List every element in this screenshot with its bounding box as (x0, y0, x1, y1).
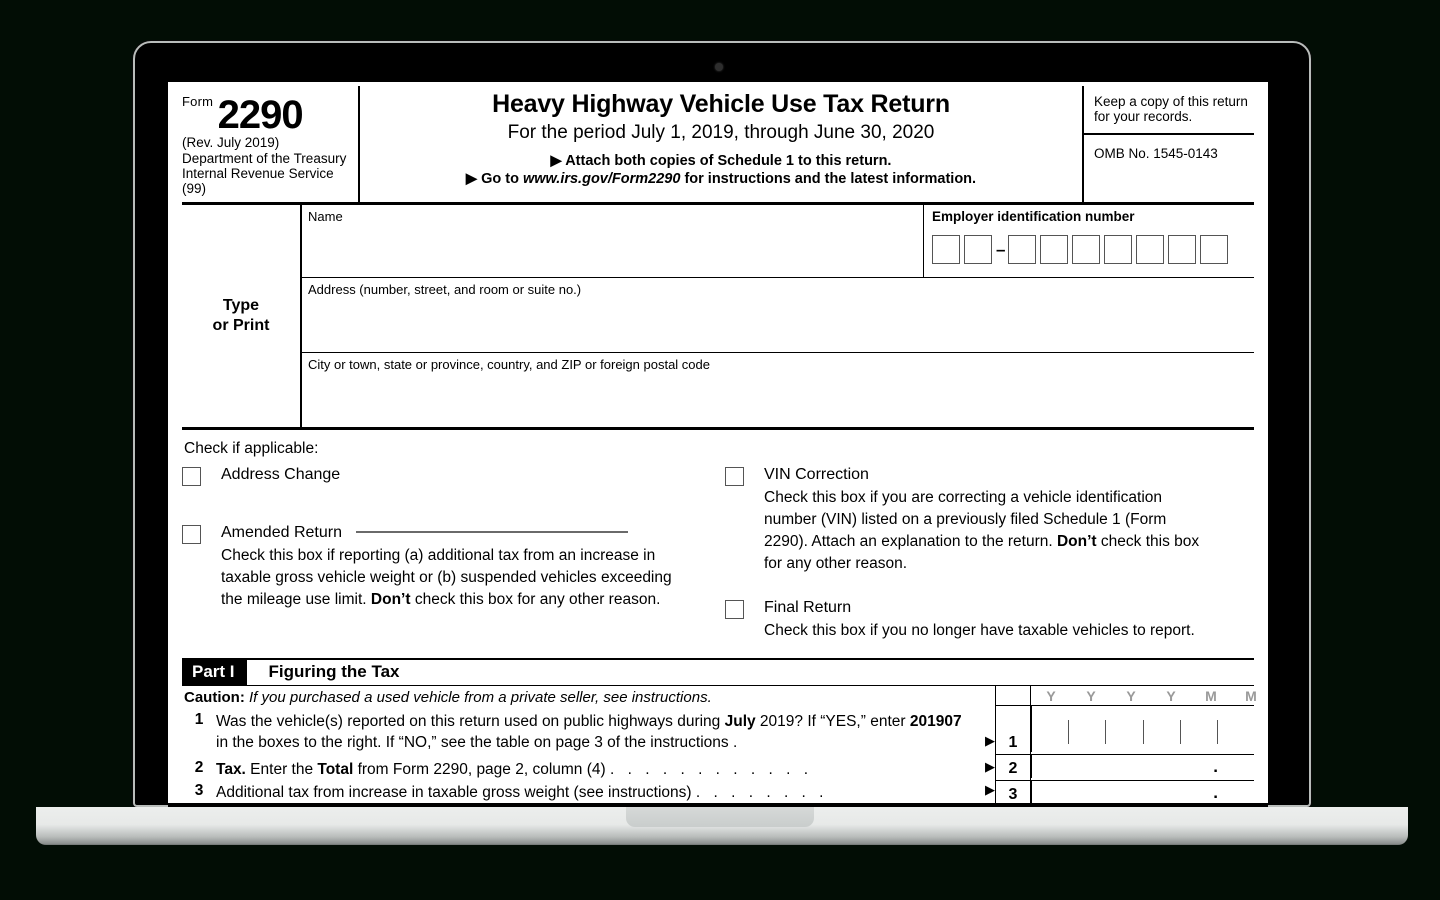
type-or-print-line-1: Type (222, 297, 260, 315)
dept-line-1: Department of the Treasury (182, 151, 347, 166)
taxpayer-info-block (182, 205, 1254, 430)
line-3-number: 3 (194, 781, 204, 799)
ein-box[interactable] (1168, 235, 1196, 264)
checkbox-icon-amended-return[interactable] (182, 525, 201, 544)
line-3-arrow-icon: ▶ (985, 781, 995, 797)
attach-instruction-text: Attach both copies of Schedule 1 to this return. (565, 153, 892, 169)
treasury-department-line (182, 151, 358, 196)
line-1-arrow-icon: ▶ (985, 732, 995, 748)
date-header-cell: M (1245, 687, 1257, 704)
checkbox-description-amended-return (221, 545, 691, 611)
amended-desc-part-2: check this box for any other reason. (410, 590, 661, 608)
checkbox-description-vin-correction (764, 487, 1212, 575)
laptop-base-notch (626, 807, 814, 827)
ein-box[interactable] (1072, 235, 1100, 264)
line-2-text-a: Enter the (245, 760, 318, 778)
grid-row-2-decimal: . (1213, 756, 1218, 776)
checkbox-icon-address-change[interactable] (182, 467, 201, 486)
line-1-number: 1 (194, 710, 204, 728)
line-3-dot-leader: . . . . . . . . (695, 783, 828, 801)
form-line-2 (182, 757, 995, 780)
ein-dash: – (996, 240, 1006, 260)
check-if-applicable-section (182, 430, 1254, 651)
goto-arrow-icon: ▶ (465, 171, 478, 187)
ein-field-label: Employer identification number (932, 209, 1135, 225)
form-word-label: Form (182, 94, 214, 109)
line-2-dot-leader: . . . . . . . . . . . . (610, 760, 813, 778)
checkbox-label-amended-return: Amended Return (221, 524, 342, 542)
final-desc-part-1: Check this box if you no longer have taxable vehicles to report. (764, 621, 1195, 639)
line-2-bold-a: Tax. (216, 760, 246, 778)
date-tick-marks (1032, 720, 1254, 744)
laptop-screen (168, 82, 1268, 807)
grid-row-3-input[interactable] (1031, 781, 1254, 804)
form-identity-block (182, 86, 360, 202)
date-header-row (996, 686, 1257, 705)
caution-label: Caution: (184, 688, 245, 706)
amended-desc-part-1: Check this box if reporting (a) additional tax from an increase in taxable gross vehicle weight or (b) suspended vehicles exceeding the mileage use limit. (221, 546, 672, 608)
omb-number: OMB No. 1545-0143 (1094, 145, 1218, 161)
goto-instruction (366, 171, 1076, 187)
type-or-print-label (182, 205, 302, 427)
grid-row-1-input[interactable] (1031, 706, 1254, 752)
ein-box[interactable] (932, 235, 960, 264)
ein-boxes-group[interactable] (932, 235, 1232, 264)
line-3-text-a: Additional tax from increase in taxable gross weight (see instructions) (216, 783, 692, 801)
line-1-text (216, 709, 969, 754)
date-tick (1144, 720, 1181, 744)
name-field[interactable] (302, 205, 924, 277)
checkbox-label-final-return: Final Return (764, 598, 852, 616)
address-row (302, 278, 1254, 353)
form-number: 2290 (217, 93, 303, 137)
date-header-cell: Y (1166, 687, 1176, 704)
address-field[interactable] (302, 278, 1254, 352)
city-row (302, 353, 1254, 427)
address-field-label: Address (number, street, and room or suite no.) (308, 282, 582, 298)
checkbox-amended-return[interactable] (182, 522, 711, 611)
checkbox-vin-correction[interactable] (725, 464, 1254, 575)
caution-text: If you purchased a used vehicle from a private seller, see instructions. (249, 688, 712, 706)
attach-instruction (366, 153, 1076, 169)
irs-url-link[interactable]: www.irs.gov/Form2290 (523, 171, 681, 187)
grid-row-3-decimal: . (1213, 782, 1218, 802)
grid-row-3[interactable] (996, 780, 1254, 806)
form-title: Heavy Highway Vehicle Use Tax Return (492, 90, 950, 118)
form-title-block (360, 86, 1082, 202)
form-revision: (Rev. July 2019) (182, 135, 280, 150)
city-field[interactable] (302, 353, 1254, 427)
checkbox-column-left (182, 464, 711, 647)
line-1-bold-a: July (724, 712, 756, 730)
line-2-arrow-icon: ▶ (985, 758, 995, 774)
goto-prefix: Go to (481, 171, 519, 187)
caution-note (182, 686, 995, 709)
attach-arrow-icon: ▶ (550, 153, 562, 169)
ein-box[interactable] (1200, 235, 1228, 264)
form-line-3 (182, 780, 995, 803)
date-header-cell: Y (1086, 687, 1096, 704)
part-1-tag: Part I (182, 660, 247, 685)
vin-desc-part-2: check this box for any other reason. (764, 532, 1200, 572)
checkbox-icon-final-return[interactable] (725, 600, 744, 619)
date-header-cell: M (1205, 687, 1217, 704)
date-header-letters (1031, 686, 1271, 705)
grid-row-3-number: 3 (996, 781, 1031, 806)
line-1-bold-b: 201907 (909, 712, 962, 730)
vin-desc-part-1: Check this box if you are correcting a vehicle identification number (VIN) listed on a previously filed Schedule 1 (Form 2290). Attach an explanation to the return. (764, 488, 1167, 550)
checkbox-label-vin-correction: VIN Correction (764, 466, 869, 484)
grid-row-1-number: 1 (996, 706, 1031, 754)
webcam-icon (715, 63, 723, 71)
name-field-label: Name (308, 209, 343, 225)
amended-desc-bold: Don’t (370, 590, 411, 608)
form-header (182, 86, 1254, 205)
checkbox-description-final-return (764, 620, 1195, 642)
line-1-text-c: in the boxes to the right. If “NO,” see the table on page 3 of the instructions . (216, 733, 738, 751)
line-2-bold-b: Total (317, 760, 354, 778)
date-header-spacer (996, 686, 1030, 705)
taxpayer-fields (302, 205, 1254, 427)
date-tick (1069, 720, 1106, 744)
vin-desc-bold: Don’t (1056, 532, 1097, 550)
line-1-text-a: Was the vehicle(s) reported on this return used on public highways during (216, 712, 725, 730)
checkbox-icon-vin-correction[interactable] (725, 467, 744, 486)
line-1-text-b: 2019? If “YES,” enter (755, 712, 910, 730)
ein-box[interactable] (964, 235, 992, 264)
date-tick (1181, 720, 1218, 744)
part-1-title: Figuring the Tax (268, 661, 400, 681)
checkbox-final-return[interactable] (725, 597, 1254, 642)
ein-box[interactable] (1104, 235, 1132, 264)
goto-suffix: for instructions and the latest information. (684, 171, 977, 187)
ein-box[interactable] (1136, 235, 1164, 264)
part-1-header (182, 658, 1254, 686)
form-2290-document (182, 86, 1257, 832)
type-or-print-line-2: or Print (212, 317, 270, 335)
date-header-cell: Y (1046, 687, 1056, 704)
checkbox-column-right (711, 464, 1254, 647)
name-ein-row (302, 205, 1254, 278)
date-tick (1106, 720, 1143, 744)
line-2-number: 2 (194, 758, 204, 776)
dept-line-2: Internal Revenue Service (99) (182, 166, 334, 197)
check-if-applicable-heading: Check if applicable: (184, 440, 319, 458)
date-header-cell: Y (1126, 687, 1136, 704)
ein-field[interactable] (924, 205, 1254, 273)
form-line-1 (182, 709, 995, 757)
grid-row-2[interactable] (996, 754, 1254, 780)
checkbox-label-address-change: Address Change (221, 466, 341, 484)
grid-row-2-number: 2 (996, 755, 1031, 780)
laptop-base-shadow (36, 840, 1408, 847)
city-field-label: City or town, state or province, country, and ZIP or foreign postal code (308, 357, 710, 373)
ein-box[interactable] (1040, 235, 1068, 264)
grid-row-1[interactable] (996, 705, 1254, 754)
ein-box[interactable] (1008, 235, 1036, 264)
line-2-text (216, 757, 969, 780)
amended-return-write-in-line[interactable] (356, 531, 628, 533)
date-tick (1218, 720, 1254, 744)
form-subtitle: For the period July 1, 2019, through June 30, 2020 (507, 122, 935, 143)
line-3-text (216, 780, 969, 803)
grid-row-2-input[interactable] (1031, 755, 1254, 778)
keep-copy-note: Keep a copy of this return for your records. (1084, 86, 1254, 135)
date-tick (1032, 720, 1069, 744)
checkbox-address-change[interactable] (182, 464, 711, 486)
omb-block (1082, 86, 1254, 202)
line-2-text-b: from Form 2290, page 2, column (4) (353, 760, 606, 778)
